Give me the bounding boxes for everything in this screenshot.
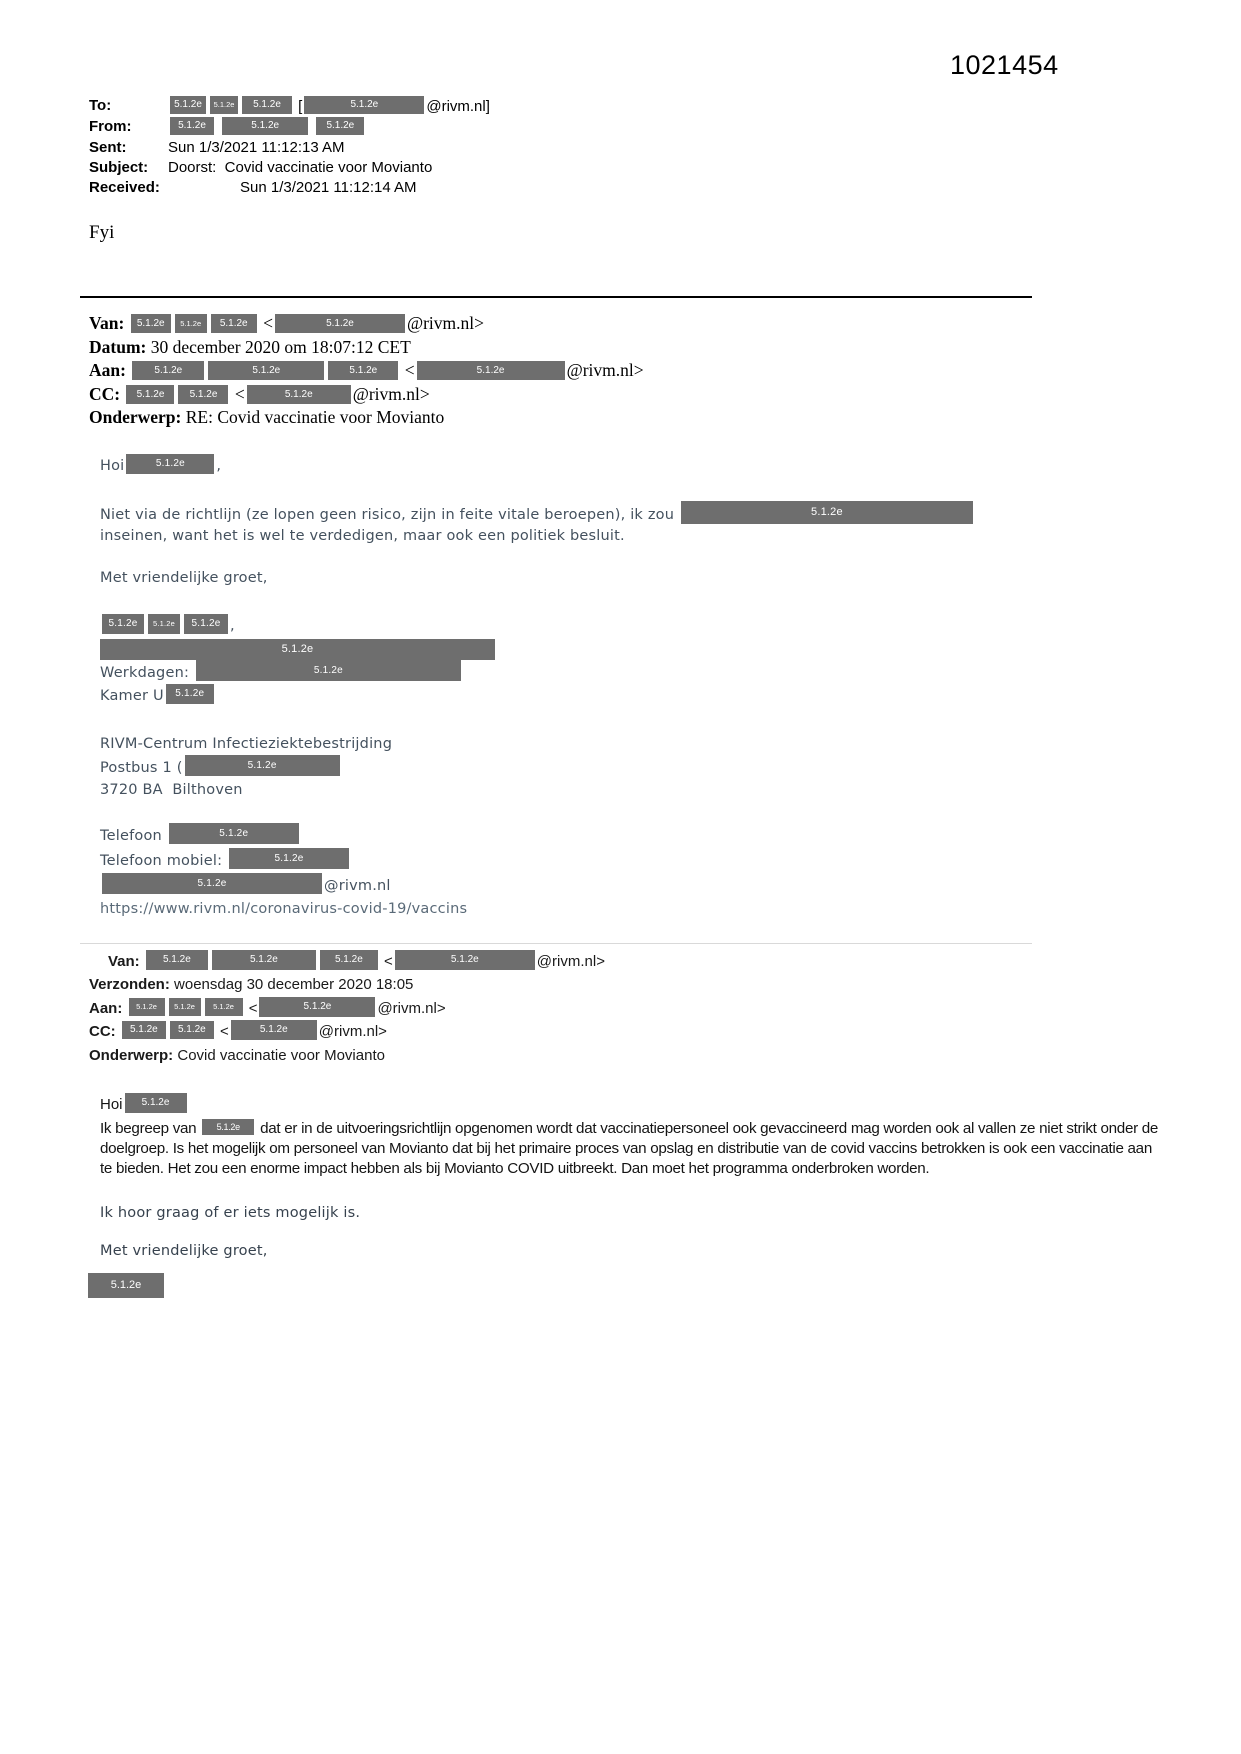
redaction-box: 5.1.2e <box>395 950 535 970</box>
from-row <box>89 117 1241 138</box>
redaction-box: 5.1.2e <box>304 96 424 114</box>
from-label: From: <box>89 118 132 135</box>
link-row <box>100 898 1241 921</box>
van-label: Van: <box>89 313 125 333</box>
angle-open: < <box>248 999 258 1017</box>
redaction-box: 5.1.2e <box>328 361 398 380</box>
redaction-box: 5.1.2e <box>129 998 165 1016</box>
onderwerp-value: RE: Covid vaccinatie voor Movianto <box>185 407 445 427</box>
redaction-box: 5.1.2e <box>222 117 308 135</box>
sent-label: Sent: <box>89 139 127 156</box>
to-domain: @rivm.nl] <box>426 98 490 115</box>
redaction-box: 5.1.2e <box>208 361 324 380</box>
verzonden-value: woensdag 30 december 2020 18:05 <box>174 976 414 993</box>
onderwerp-label: Onderwerp: <box>89 407 182 427</box>
redaction-box: 5.1.2e <box>126 385 174 404</box>
telefoon-mobiel-label: Telefoon mobiel: <box>100 852 223 869</box>
van2-label: Van: <box>108 952 140 970</box>
redaction-box: 5.1.2e <box>320 950 378 970</box>
page-number: 1021454 <box>950 50 1059 80</box>
redaction-box: 5.1.2e <box>316 117 364 135</box>
redaction-box: 5.1.2e <box>178 385 228 404</box>
redaction-box: 5.1.2e <box>247 385 351 404</box>
paragraph-text-line1: Niet via de richtlijn (ze lopen geen risico, zijn in feite vitale beroepen), ik zou <box>100 506 675 523</box>
angle-open: < <box>384 952 393 970</box>
sent-row <box>89 138 1241 158</box>
postbus-row <box>100 755 1241 779</box>
closing2-line: Met vriendelijke groet, <box>100 1243 268 1259</box>
verzonden-row <box>89 973 1241 997</box>
redaction-box: 5.1.2e <box>122 1021 166 1039</box>
redaction-box: 5.1.2e <box>212 950 316 970</box>
paragraph2-after: dat er in de uitvoeringsrichtlijn opgenomen wordt dat vaccinatiepersoneel ook gevaccineerd mag worden ook al vallen ze niet strikt onder de doelgroep. Is het mogelijk om personeel van Movianto dat bij het primaire proces van opslag en distributie van de covid vaccins betrokken is ook een vaccinatie aan te bieden. Het zou een enorme impact hebben als bij Movianto COVID uitbreekt. Dan moet het programma onderbroken worden. <box>100 1120 1159 1177</box>
name-comma: , <box>230 617 235 634</box>
redaction-box: 5.1.2e <box>125 1093 187 1113</box>
greeting-comma: , <box>216 457 222 474</box>
redaction-box: 5.1.2e <box>175 314 207 333</box>
onderwerp2-label: Onderwerp: <box>89 1046 174 1064</box>
cc2-row <box>89 1020 1241 1044</box>
paragraph2-before: Ik begreep van <box>100 1120 197 1137</box>
redaction-box: 5.1.2e <box>126 454 214 474</box>
redaction-box: 5.1.2e <box>205 998 243 1016</box>
redaction-box: 5.1.2e <box>259 997 375 1017</box>
received-value: Sun 1/3/2021 11:12:14 AM <box>240 179 417 196</box>
redaction-box: 5.1.2e <box>132 361 204 380</box>
redaction-box: 5.1.2e <box>185 755 340 776</box>
redaction-box: 5.1.2e <box>170 96 206 114</box>
contact-block <box>100 823 1241 921</box>
aan2-label: Aan: <box>89 999 123 1017</box>
redaction-box: 5.1.2e <box>102 614 144 634</box>
organisation-line: RIVM-Centrum Infectieziektebestrijding <box>100 735 393 752</box>
paragraph-text-line2: inseinen, want het is wel te verdedigen, maar ook een politiek besluit. <box>100 528 625 544</box>
redaction-bar: 5.1.2e <box>100 639 495 660</box>
redaction-box: 5.1.2e <box>231 1020 317 1040</box>
fyi-note: Fyi <box>89 222 115 243</box>
forwarded-header <box>89 312 1241 430</box>
redaction-box: 5.1.2e <box>184 614 228 634</box>
angle-open: < <box>263 313 273 333</box>
outer-email-header <box>89 96 1241 198</box>
werkdagen-row <box>100 660 1241 684</box>
redaction-box: 5.1.2e <box>170 117 214 135</box>
reply-paragraph <box>100 501 1110 548</box>
faint-separator-line <box>80 943 1032 944</box>
city-line: 3720 BA Bilthoven <box>100 781 243 798</box>
redaction-box: 5.1.2e <box>166 684 214 704</box>
redaction-box: 5.1.2e <box>169 823 299 844</box>
onderwerp2-row <box>89 1044 1241 1068</box>
redaction-box: 5.1.2e <box>681 501 973 524</box>
to-label: To: <box>89 97 112 114</box>
greeting2-text: Hoi <box>100 1096 123 1113</box>
redaction-box: 5.1.2e <box>148 614 180 634</box>
cc-domain: @rivm.nl> <box>352 383 430 404</box>
email-row <box>100 873 1241 898</box>
aan-domain: @rivm.nl> <box>566 360 644 380</box>
ask-line: Ik hoor graag of er iets mogelijk is. <box>100 1205 361 1221</box>
received-label: Received: <box>89 179 160 196</box>
cc2-domain: @rivm.nl> <box>318 1023 387 1040</box>
separator-line <box>80 296 1032 298</box>
redaction-box: 5.1.2e <box>210 96 238 114</box>
aan-label: Aan: <box>89 360 126 380</box>
onderwerp2-value: Covid vaccinatie voor Movianto <box>177 1046 385 1064</box>
address-block <box>100 733 1241 801</box>
redaction-box: 5.1.2e <box>202 1119 254 1135</box>
telefoon-label: Telefoon <box>100 827 162 844</box>
to-row <box>89 96 1241 117</box>
rivm-vaccins-link[interactable]: https://www.rivm.nl/coronavirus-covid-19/vaccins <box>100 900 468 917</box>
aan2-row <box>89 997 1241 1021</box>
redaction-box: 5.1.2e <box>242 96 292 114</box>
kamer-row <box>100 684 1241 707</box>
email-domain: @rivm.nl <box>324 877 391 894</box>
original-email-body <box>100 1093 1241 1298</box>
closing-line: Met vriendelijke groet, <box>100 569 268 586</box>
signature-name-row <box>100 614 1241 634</box>
datum-value: 30 december 2020 om 18:07:12 CET <box>150 336 411 357</box>
signature-redaction-box: 5.1.2e <box>88 1273 164 1298</box>
aan2-domain: @rivm.nl> <box>377 999 446 1017</box>
sent-value: Sun 1/3/2021 11:12:13 AM <box>168 139 345 156</box>
van-domain: @rivm.nl> <box>406 313 484 333</box>
telefoon-row <box>100 823 1241 848</box>
redaction-box: 5.1.2e <box>169 998 201 1016</box>
subject-label: Subject: <box>89 159 149 176</box>
aan-row <box>89 359 1241 383</box>
subject-value: Doorst: Covid vaccinatie voor Movianto <box>168 159 433 176</box>
postbus-label: Postbus 1 ( <box>100 759 183 776</box>
subject-row <box>89 158 1241 178</box>
redaction-box: 5.1.2e <box>146 950 208 970</box>
original-email-header <box>89 950 1241 1068</box>
redaction-box: 5.1.2e <box>196 660 461 681</box>
werkdagen-label: Werkdagen: <box>100 664 190 681</box>
greeting-text: Hoi <box>100 457 125 474</box>
angle-open: < <box>234 383 245 404</box>
request-paragraph <box>100 1119 1160 1179</box>
greeting-line <box>100 454 1241 477</box>
reply-body <box>100 454 1241 921</box>
received-row <box>89 178 1241 198</box>
redaction-box: 5.1.2e <box>170 1021 214 1039</box>
cc2-label: CC: <box>89 1023 116 1040</box>
redaction-box: 5.1.2e <box>229 848 349 869</box>
to-bracket: [ <box>298 98 303 115</box>
van-row <box>89 312 1241 336</box>
redaction-box: 5.1.2e <box>275 314 405 333</box>
angle-open: < <box>220 1023 229 1040</box>
redaction-box: 5.1.2e <box>102 873 322 894</box>
onderwerp-row <box>89 406 1241 430</box>
redaction-box: 5.1.2e <box>131 314 171 333</box>
telefoon-mobiel-row <box>100 848 1241 873</box>
redaction-box: 5.1.2e <box>417 361 565 380</box>
cc-row <box>89 383 1241 407</box>
datum-label: Datum: <box>89 336 147 357</box>
greeting2-line <box>100 1093 1241 1115</box>
redaction-box: 5.1.2e <box>211 314 257 333</box>
van2-domain: @rivm.nl> <box>536 952 605 970</box>
angle-open: < <box>404 360 415 380</box>
kamer-label: Kamer U <box>100 687 164 704</box>
verzonden-label: Verzonden: <box>89 976 170 993</box>
datum-row <box>89 336 1241 360</box>
cc-label: CC: <box>89 383 121 404</box>
van2-row <box>89 950 1241 974</box>
